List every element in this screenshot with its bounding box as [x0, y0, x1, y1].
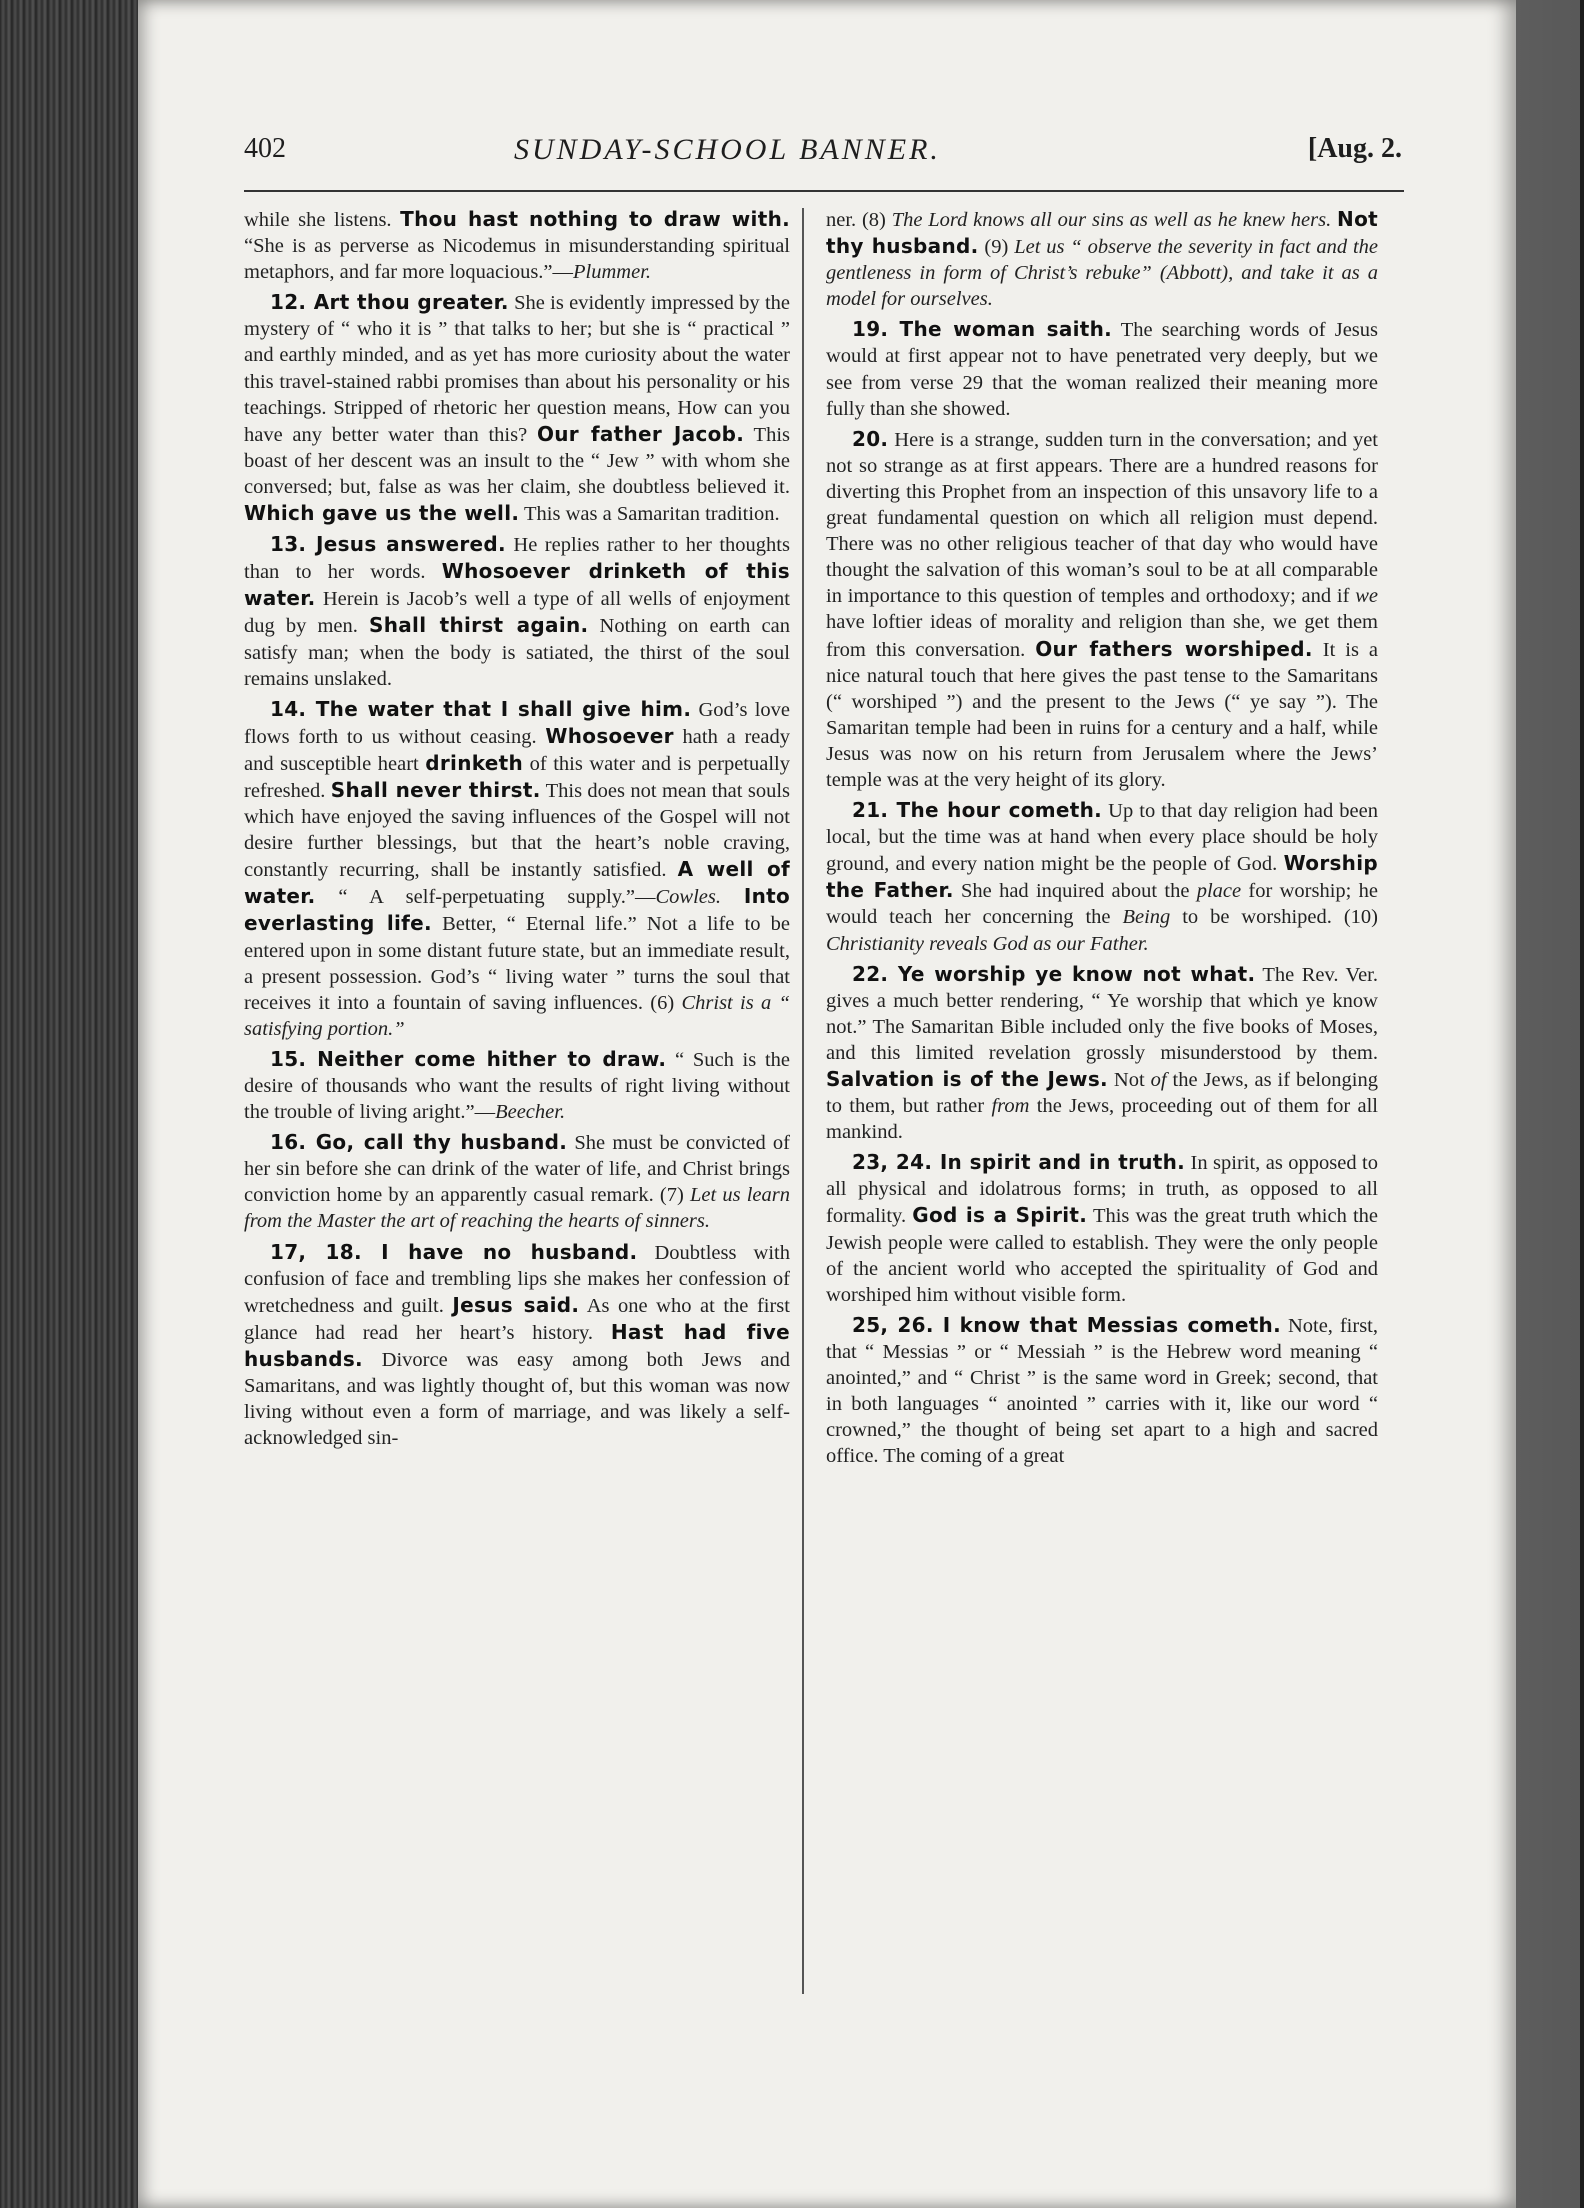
- paragraph: ner. (8) The Lord knows all our sins as well as he knew hers. Not thy husband. (9) Let us “ observe the severity in fact and the gentleness in form of Christ’s rebuke” (Abbott), and take it as a model for ourselves.: [826, 207, 1379, 311]
- paragraph: 21. The hour cometh. Up to that day religion had been local, but the time was at hand when every place should be holy ground, and every nation might be the people of God. Worship the Father. She had inquired about the place for worship; he would teach her concerning the Being to be worshiped. (10) Christianity reveals God as our Father.: [826, 798, 1378, 955]
- paragraph: 12. Art thou greater. She is evidently impressed by the mystery of “ who it is ” that talks to her; but she is “ practical ” and earthly minded, and as yet has more curiosity about the water this travel-stained rabbi promises than about his personality or his teachings. Stripped of rhetoric her question means, How can you have any better water than this? Our father Jacob. This boast of her descent was an insult to the “ Jew ” with whom she conversed; but, false as was her claim, she doubtless believed it. Which gave us the well. This was a Samaritan tradition.: [244, 290, 790, 526]
- paragraph: 15. Neither come hither to draw. “ Such is the desire of thousands who want the results of right living without the trouble of living aright.”—Beecher.: [244, 1046, 790, 1124]
- column-rule: [802, 208, 804, 1994]
- paragraph: 17, 18. I have no husband. Doubtless with confusion of face and trembling lips she makes her confession of wretchedness and guilt. Jesus said. As one who at the first glance had read her heart’s history. Hast had five husbands. Divorce was easy among both Jews and Samaritans, and was lightly thought of, but this woman was now living without even a form of marriage, and was likely a self-acknowledged sin-: [244, 1239, 790, 1450]
- paragraph: 16. Go, call thy husband. She must be convicted of her sin before she can drink of the water of life, and Christ brings conviction home by an apparently casual remark. (7) Let us learn from the Master the art of reaching the hearts of sinners.: [244, 1130, 791, 1233]
- running-header: [244, 133, 1402, 183]
- paragraph: 13. Jesus answered. He replies rather to her thoughts than to her words. Whosoever drinketh of this water. Herein is Jacob’s well a type of all wells of enjoyment dug by men. Shall thirst again. Nothing on earth can satisfy man; when the body is satiated, the thirst of the soul remains unslaked.: [244, 532, 790, 690]
- paragraph: 22. Ye worship ye know not what. The Rev. Ver. gives a much better rendering, “ Ye worship that which ye know not.” The Samaritan Bible included only the five books of Moses, and this limited revelation grossly misunderstood by them. Salvation is of the Jews. Not of the Jews, as if belonging to them, but rather from the Jews, proceeding out of them for all mankind.: [826, 961, 1379, 1144]
- right-column: [826, 206, 1378, 1469]
- paragraph: 23, 24. In spirit and in truth. In spirit, as opposed to all physical and idolatrous forms; in truth, as opposed to all formality. God is a Spirit. This was the great truth which the Jewish people were called to establish. They were the only people of the ancient world who accepted the spirituality of God and worshiped him without visible form.: [826, 1150, 1379, 1306]
- paragraph: while she listens. Thou hast nothing to draw with. “She is as perverse as Nicodemus in misunderstanding spiritual metaphors, and far more loquacious.”—Plummer.: [244, 207, 791, 284]
- paragraph: 20. Here is a strange, sudden turn in the conversation; and yet not so strange as at first appears. There are a hundred reasons for diverting this Prophet from an inspection of this unsavory life to a great fundamental question on which all religion must depend. There was no other religious teacher of that day who would have thought the salvation of this woman’s soul to be at all comparable in importance to this question of temples and orthodoxy; and if we have loftier ideas of morality and religion than she, we get them from this conversation. Our fathers worshiped. It is a nice natural touch that here gives the past tense to the Samaritans (“ worshiped ”) and the present to the Jews (“ ye say ”). The Samaritan temple had been in ruins for a century and a half, while Jesus was now on his return from Jerusalem where the Jews’ temple was at the very height of its glory.: [826, 426, 1378, 791]
- running-title: SUNDAY-SCHOOL BANNER.: [514, 133, 941, 166]
- header-rule: [244, 190, 1404, 192]
- book-page: [138, 0, 1516, 2208]
- page-number: 402: [244, 133, 286, 164]
- next-page-strip: [1514, 0, 1580, 2208]
- book-edge-left: [0, 0, 140, 2208]
- paragraph: 25, 26. I know that Messias cometh. Note, first, that “ Messias ” or “ Messiah ” is the Hebrew word meaning “ anointed,” and “ Christ ” is the same word in Greek; second, that in both languages “ anointed ” carries with it, like our word “ crowned,” the thought of being set apart to a high and sacred office. The coming of a great: [826, 1312, 1378, 1468]
- paragraph: 19. The woman saith. The searching words of Jesus would at first appear not to have penetrated very deeply, but we see from verse 29 that the woman realized their meaning more fully than she showed.: [826, 317, 1378, 420]
- paragraph: 14. The water that I shall give him. God’s love flows forth to us without ceasing. Whosoever hath a ready and susceptible heart drinketh of this water and is perpetually refreshed. Shall never thirst. This does not mean that souls which have enjoyed the saving influences of the Gospel will not desire further blessings, but that the heart’s noble craving, constantly recurring, shall be instantly satisfied. A well of water. “ A self-perpetuating supply.”—Cowles. Into everlasting life. Better, “ Eternal life.” Not a life to be entered upon in some distant future state, but an immediate result, a present possession. God’s “ living water ” turns the soul that receives it into a fountain of saving influences. (6) Christ is a “ satisfying portion.”: [244, 696, 791, 1040]
- left-column: [244, 206, 790, 1451]
- issue-date: [Aug. 2.: [1307, 133, 1402, 164]
